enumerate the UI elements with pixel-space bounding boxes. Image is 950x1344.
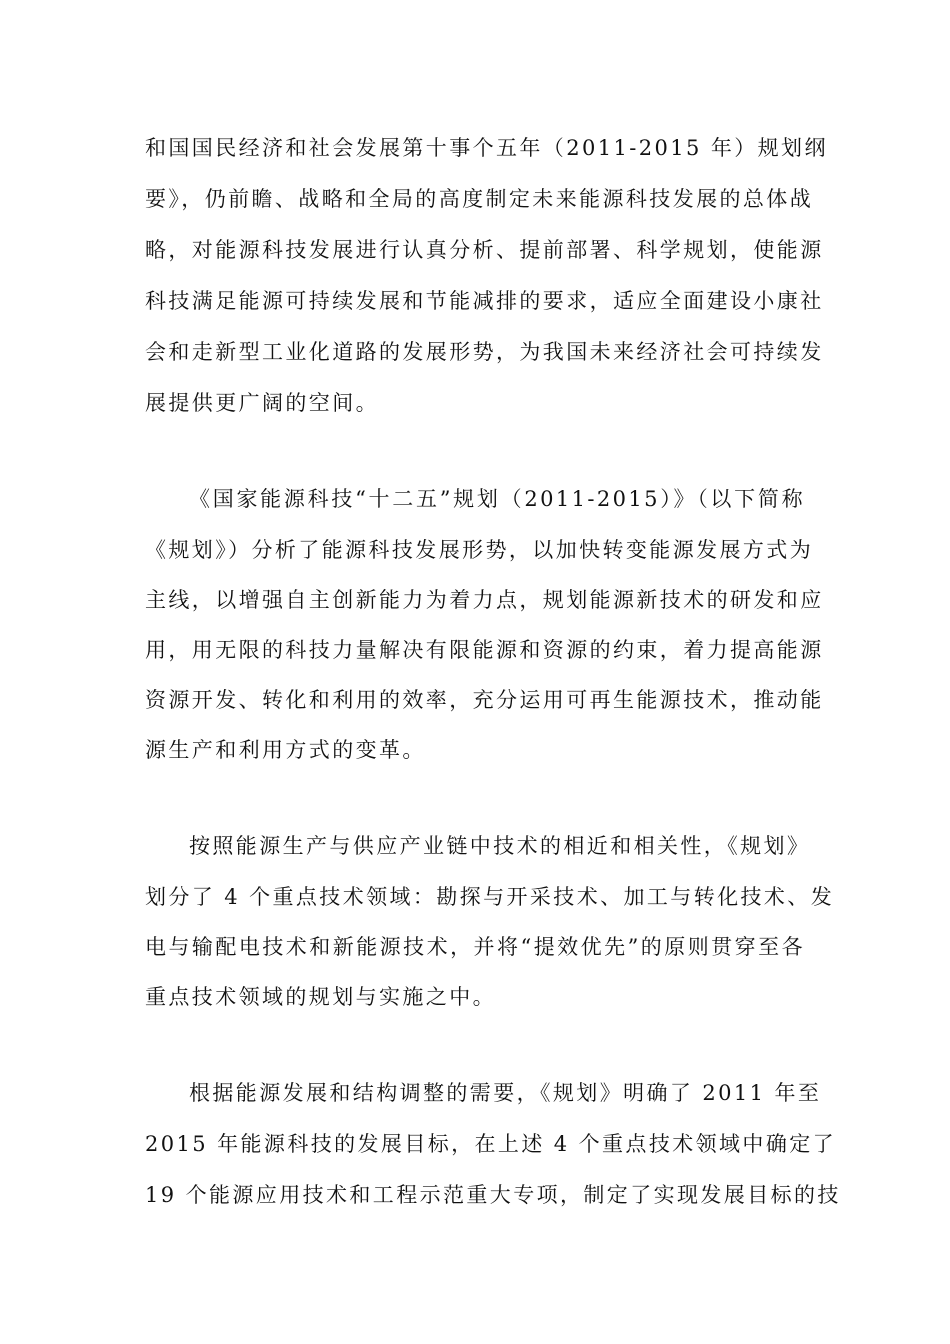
text-line: 重点技术领域的规划与实施之中。	[145, 985, 496, 1009]
text-line: 《国家能源科技“十二五”规划（2011-2015）》（以下简称	[189, 487, 805, 511]
text-line: 划分了 4 个重点技术领域：勘探与开采技术、加工与转化技术、发	[145, 885, 835, 909]
text-line: 主线，以增强自主创新能力为着力点，规划能源新技术的研发和应	[145, 588, 824, 612]
text-line: 用，用无限的科技力量解决有限能源和资源的约束，着力提高能源	[145, 638, 824, 662]
text-line: 要》，仍前瞻、战略和全局的高度制定未来能源科技发展的总体战	[145, 187, 814, 211]
text-line: 《规划》）分析了能源科技发展形势，以加快转变能源发展方式为	[145, 538, 814, 562]
text-line: 根据能源发展和结构调整的需要，《规划》明确了 2011 年至	[189, 1081, 822, 1105]
text-line: 19 个能源应用技术和工程示范重大专项，制定了实现发展目标的技	[145, 1183, 841, 1207]
text-line: 略，对能源科技发展进行认真分析、提前部署、科学规划，使能源	[145, 238, 824, 262]
text-line: 展提供更广阔的空间。	[145, 391, 379, 415]
text-line: 和国国民经济和社会发展第十事个五年（2011-2015 年）规划纲	[145, 136, 828, 160]
text-line: 电与输配电技术和新能源技术，并将“提效优先”的原则贯穿至各	[145, 935, 805, 959]
text-line: 源生产和利用方式的变革。	[145, 738, 426, 762]
text-line: 按照能源生产与供应产业链中技术的相近和相关性，《规划》	[189, 834, 811, 858]
text-line: 2015 年能源科技的发展目标，在上述 4 个重点技术领域中确定了	[145, 1132, 837, 1156]
text-line: 会和走新型工业化道路的发展形势，为我国未来经济社会可持续发	[145, 340, 824, 364]
text-line: 资源开发、转化和利用的效率，充分运用可再生能源技术，推动能	[145, 688, 824, 712]
text-line: 科技满足能源可持续发展和节能减排的要求，适应全面建设小康社	[145, 289, 824, 313]
